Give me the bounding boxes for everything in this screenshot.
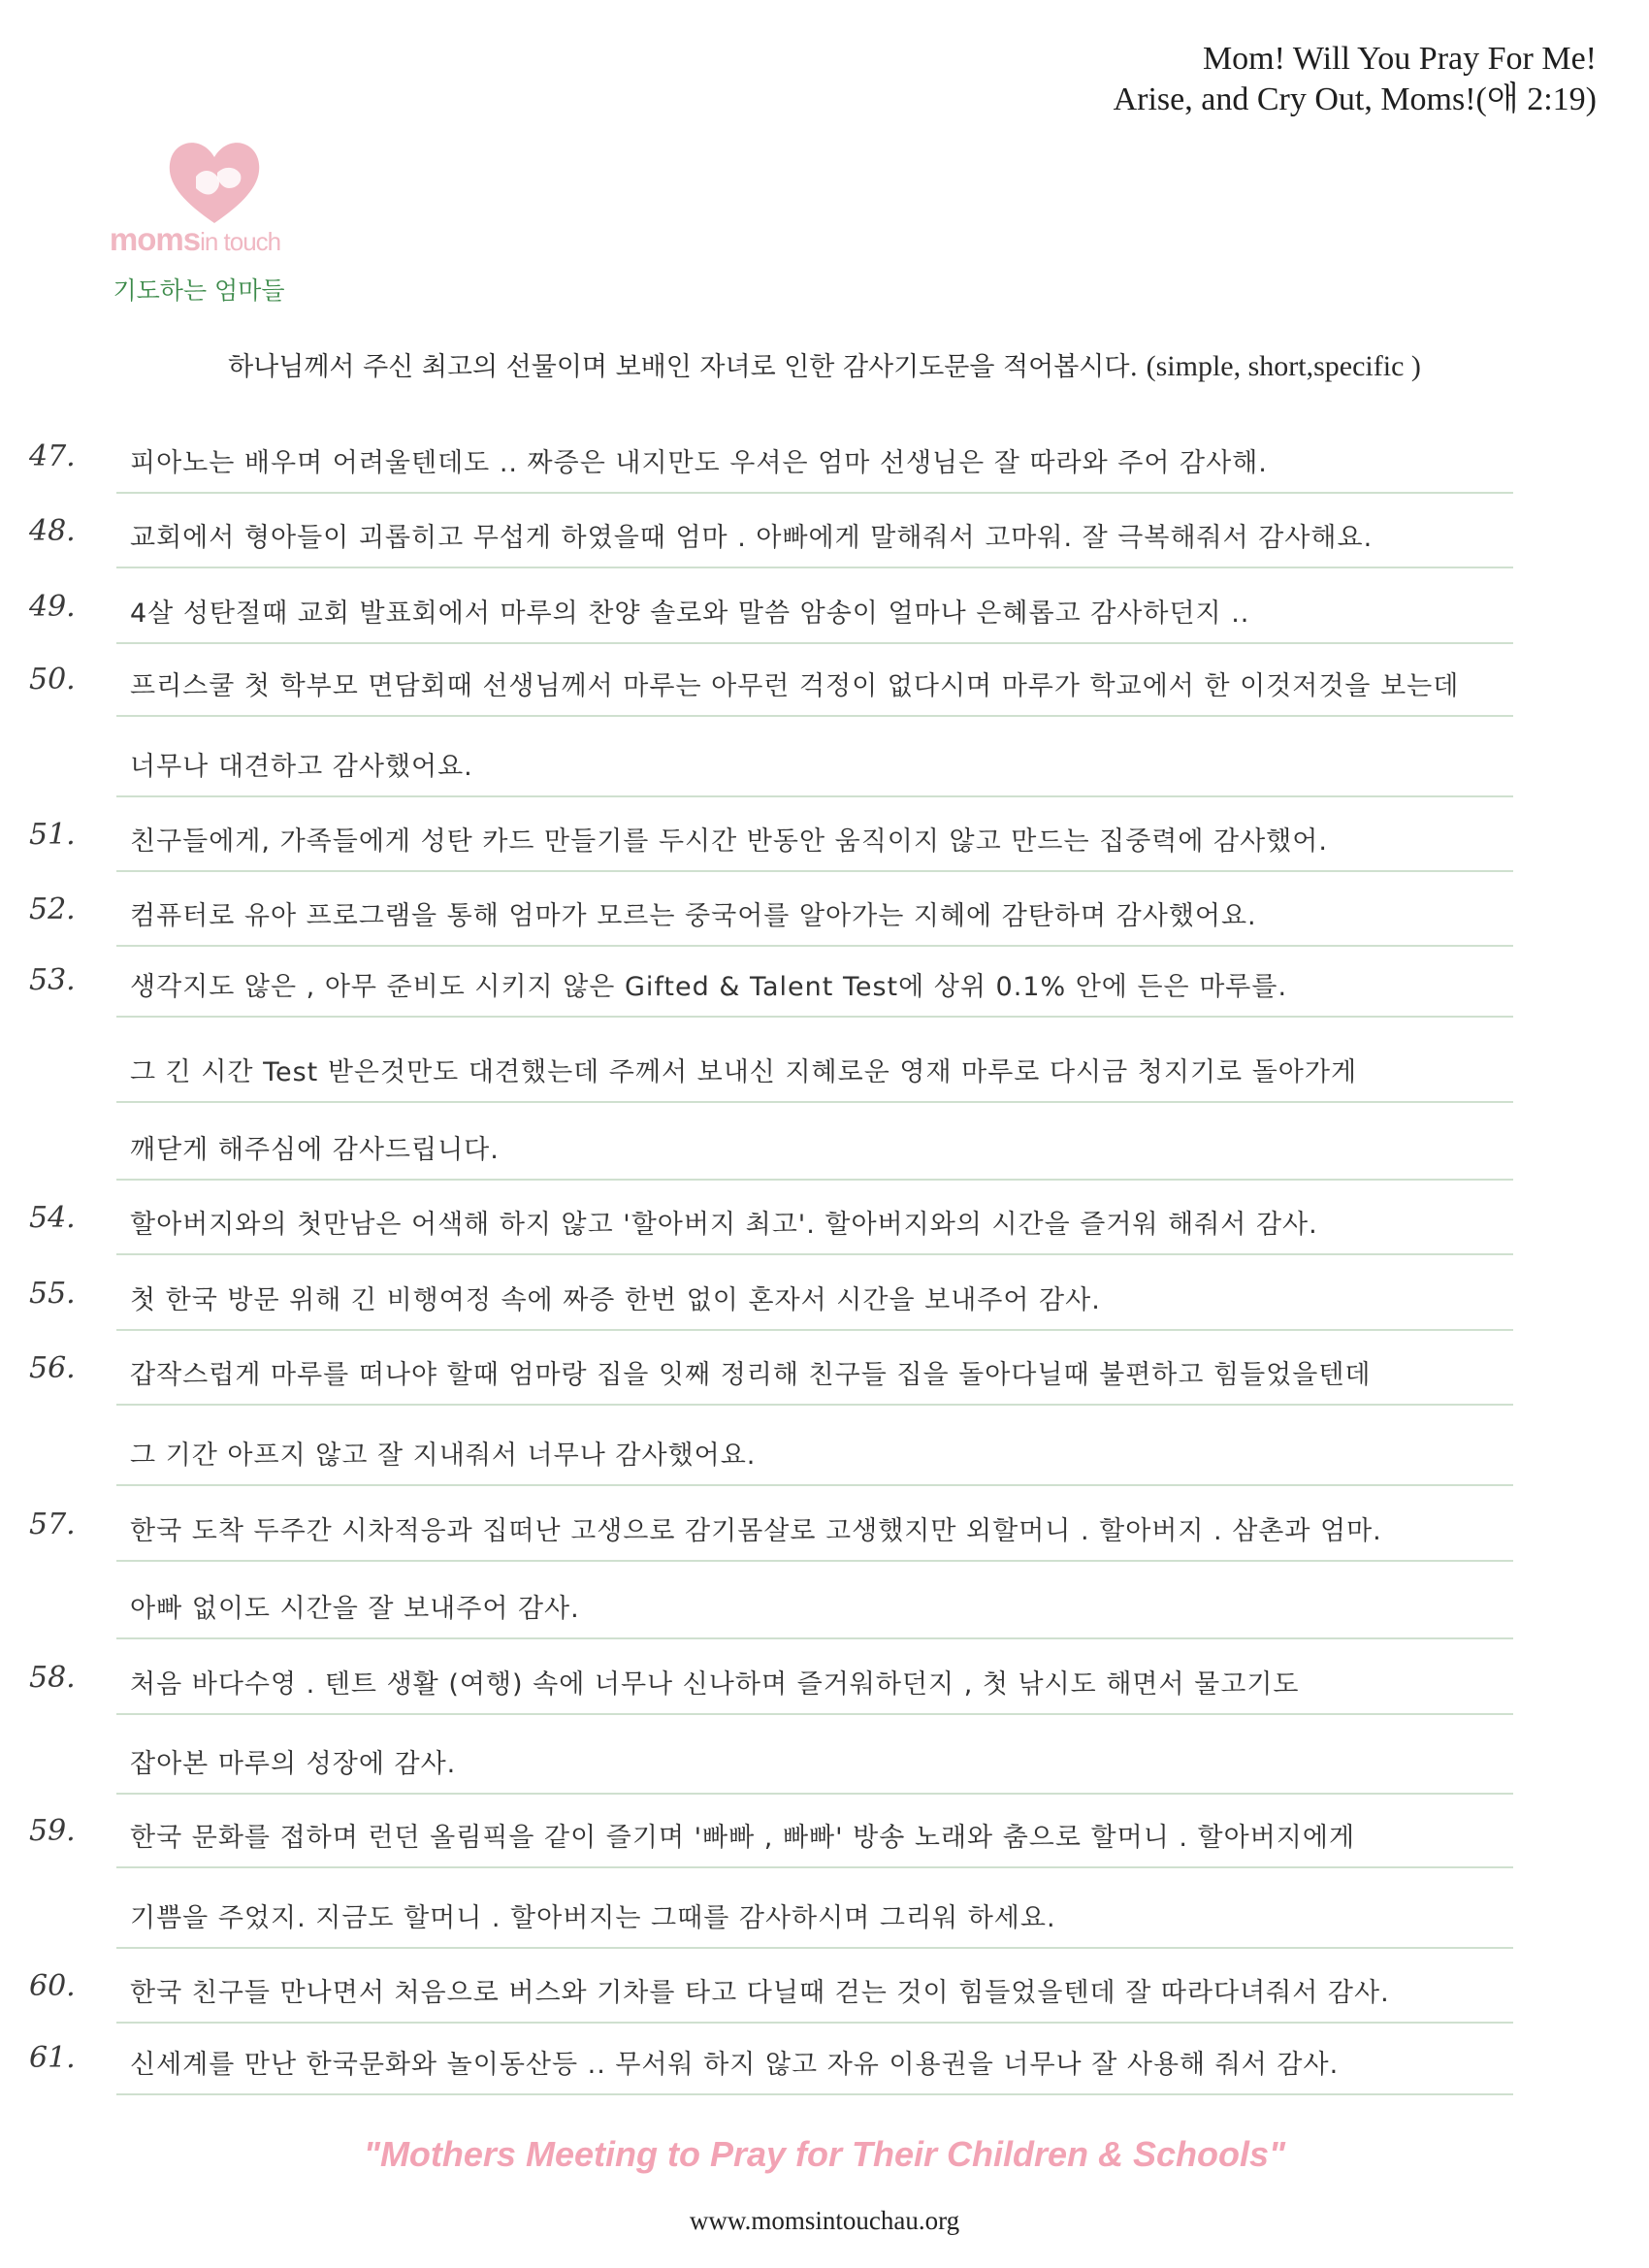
ruled-line [116,492,1513,494]
entry-text-line: 깨닫게 해주심에 감사드립니다. [130,1135,500,1165]
entry-text-line: 신세계를 만난 한국문화와 놀이동산등 .. 무서워 하지 않고 자유 이용권을 너무나 잘 사용해 줘서 감사. [130,2050,1340,2080]
ruled-line [116,1637,1513,1639]
entry-text-line: 컴퓨터로 유아 프로그램을 통해 엄마가 모르는 중국어를 알아가는 지혜에 감탄하며 감사했어요. [130,901,1257,931]
header-title-line2: Arise, and Cry Out, Moms!(애 2:19) [1113,81,1597,117]
entry-number: 51. [29,818,76,852]
entry-text-line: 한국 문화를 접하며 런던 올림픽을 같이 즐기며 '빠빠 , 빠빠' 방송 노래와 춤으로 할머니 . 할아버지에게 [130,1823,1356,1853]
logo-subtitle: 기도하는 엄마들 [113,276,285,305]
entry-text-line: 피아노는 배우며 어려울텐데도 .. 짜증은 내지만도 우셔은 엄마 선생님은 잘 따라와 주어 감사해. [130,448,1268,478]
moms-in-touch-logo [93,134,297,308]
ruled-line [116,1713,1513,1715]
heart-logo-icon [161,134,268,231]
entry-number: 57. [29,1507,76,1541]
ruled-line [116,642,1513,644]
entry-text-line: 친구들에게, 가족들에게 성탄 카드 만들기를 두시간 반동안 움직이지 않고 만드는 집중력에 감사했어. [130,826,1328,857]
entry-text-line: 한국 도착 두주간 시차적응과 집떠난 고생으로 감기몸살로 고생했지만 외할머니 . 할아버지 . 삼촌과 엄마. [130,1516,1382,1546]
footer-slogan: "Mothers Meeting to Pray for Their Children & Schools" [363,2134,1286,2174]
ruled-line [116,1793,1513,1795]
entry-text-line: 기쁨을 주었지. 지금도 할머니 . 할아버지는 그때를 감사하시며 그리워 하세요. [130,1903,1056,1933]
ruled-line [116,1484,1513,1486]
entry-number: 60. [29,1969,76,2003]
ruled-line [116,2022,1513,2024]
entry-text-line: 아빠 없이도 시간을 잘 보내주어 감사. [130,1594,580,1624]
footer-website: www.momsintouchau.org [689,2206,960,2235]
entry-text-line: 너무나 대견하고 감사했어요. [130,752,473,782]
entry-text-line: 교회에서 형아들이 괴롭히고 무섭게 하였을때 엄마 . 아빠에게 말해줘서 고마워. 잘 극복해줘서 감사해요. [130,523,1374,553]
entry-text-line: 생각지도 않은 , 아무 준비도 시키지 않은 Gifted & Talent Test에 상위 0.1% 안에 든은 마루를. [130,972,1288,1002]
ruled-line [116,795,1513,797]
entry-text-line: 잡아본 마루의 성장에 감사. [130,1749,457,1779]
entry-text-line: 프리스쿨 첫 학부모 면담회때 선생님께서 마루는 아무런 걱정이 없다시며 마루가 학교에서 한 이것저것을 보는데 [130,671,1460,701]
logo-brand-text: momsin touch [109,221,281,257]
ruled-line [116,1404,1513,1406]
entry-text-line: 첫 한국 방문 위해 긴 비행여정 속에 짜증 한번 없이 혼자서 시간을 보내주어 감사. [130,1285,1101,1315]
entry-number: 48. [29,514,76,548]
entry-text-line: 그 긴 시간 Test 받은것만도 대견했는데 주께서 보내신 지혜로운 영재 마루로 다시금 청지기로 돌아가게 [130,1057,1358,1087]
ruled-line [116,1179,1513,1181]
ruled-line [116,1947,1513,1949]
entry-number: 47. [29,439,76,473]
ruled-line [116,567,1513,568]
entry-number: 56. [29,1351,76,1385]
ruled-line [116,1253,1513,1255]
ruled-line [116,870,1513,872]
entry-number: 49. [29,590,76,624]
entry-number: 55. [29,1277,76,1311]
entry-text-line: 처음 바다수영 . 텐트 생활 (여행) 속에 너무나 신나하며 즐거워하던지 , 첫 낚시도 해면서 물고기도 [130,1669,1300,1700]
entry-number: 59. [29,1814,76,1848]
header-title-line1: Mom! Will You Pray For Me! [1202,41,1597,77]
entry-number: 61. [29,2041,76,2075]
entry-number: 52. [29,892,76,926]
entry-text-line: 4살 성탄절때 교회 발표회에서 마루의 찬양 솔로와 말씀 암송이 얼마나 은혜롭고 감사하던지 .. [130,599,1250,629]
entry-number: 58. [29,1661,76,1695]
ruled-line [116,945,1513,947]
entry-number: 54. [29,1201,76,1235]
entry-number: 50. [29,663,76,697]
entry-text-line: 그 기간 아프지 않고 잘 지내줘서 너무나 감사했어요. [130,1441,757,1471]
ruled-line [116,1866,1513,1868]
ruled-line [116,1016,1513,1018]
ruled-line [116,1101,1513,1103]
ruled-line [116,715,1513,717]
ruled-line [116,1329,1513,1331]
instruction-text: 하나님께서 주신 최고의 선물이며 보배인 자녀로 인한 감사기도문을 적어봅시다. (simple, short,specific ) [228,350,1421,382]
entry-text-line: 한국 친구들 만나면서 처음으로 버스와 기차를 타고 다닐때 걷는 것이 힘들었을텐데 잘 따라다녀줘서 감사. [130,1978,1390,2008]
ruled-line [116,2093,1513,2095]
entry-text-line: 갑작스럽게 마루를 떠나야 할때 엄마랑 집을 잇째 정리해 친구들 집을 돌아다닐때 불편하고 힘들었을텐데 [130,1360,1372,1390]
page-header [1114,39,1597,120]
ruled-line [116,1560,1513,1562]
entry-number: 53. [29,963,76,997]
entry-text-line: 할아버지와의 첫만남은 어색해 하지 않고 '할아버지 최고'. 할아버지와의 시간을 즐거워 해줘서 감사. [130,1210,1318,1240]
